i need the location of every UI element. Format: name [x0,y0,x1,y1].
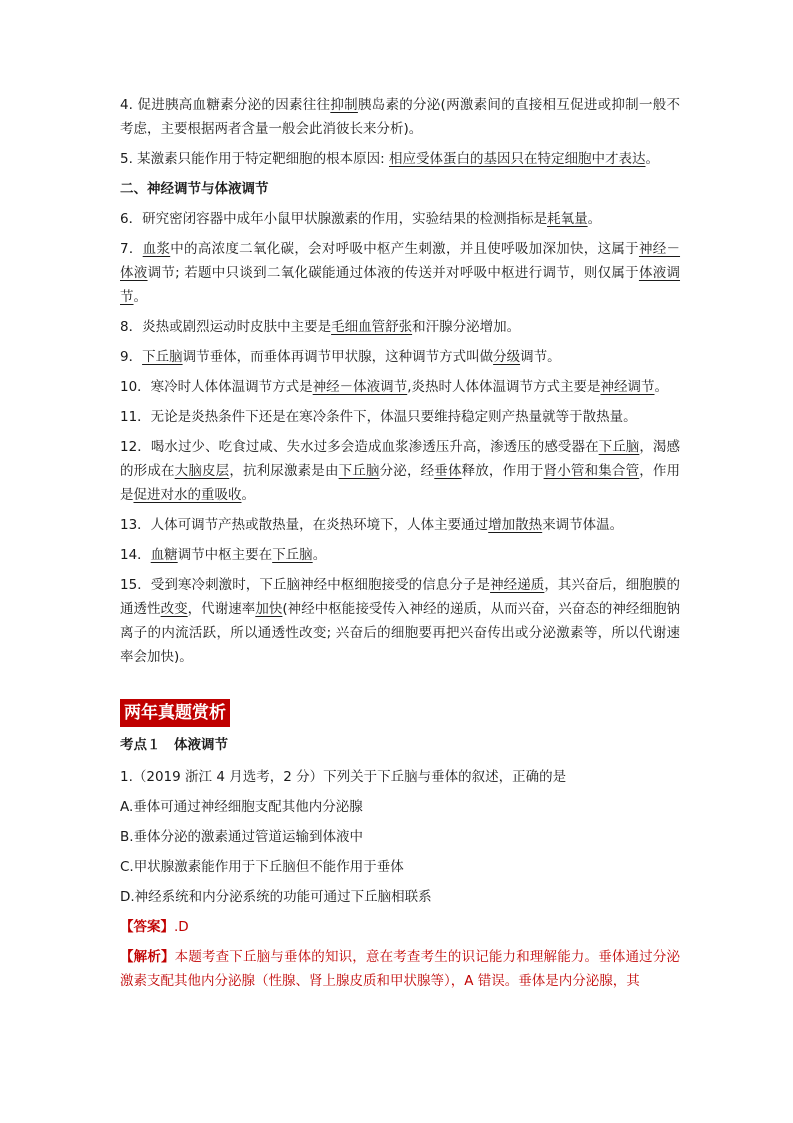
text-segment: 5. 某激素只能作用于特定靶细胞的根本原因: [120,151,390,167]
key-term: 血糖 [150,547,178,563]
key-term: 神经－体液调节 [312,379,408,395]
text-segment: 7． [120,241,143,257]
text-segment: 15．受到寒冷刺激时，下丘脑神经中枢细胞接受的信息分子是 [120,577,491,593]
key-term: 下丘脑 [142,349,183,365]
text-segment: 11．无论是炎热条件下还是在寒冷条件下，体温只要维持稳定则产热量就等于散热量。 [120,409,637,425]
key-term: 毛细血管舒张 [331,319,413,335]
text-segment: 。 [241,487,255,503]
text-segment: 。 [133,289,147,305]
key-term: 分级 [493,349,521,365]
knowledge-points-part2 [120,207,680,669]
key-term: 神经调节 [600,379,655,395]
key-term: 肾小管和集合管 [543,463,640,479]
section-banner-exam-analysis: 两年真题赏析 [120,699,230,727]
text-segment: 。 [654,379,668,395]
key-term: 相应受体蛋白的基因只在特定细胞中才表达 [389,151,646,167]
analysis-label: 【解析】 [120,949,175,965]
knowledge-point-p15 [120,573,680,669]
answer-value: .D [174,919,189,935]
text-segment: 胰岛素的分泌(两激素间的直接相互促进或抑制一般不考虑，主要根据两者含量一般会此消彼长来分析)。 [120,97,681,137]
text-segment: ，代谢速率 [187,601,256,617]
key-term: 改变 [160,601,188,617]
text-segment: 14． [120,547,151,563]
answer-label: 【答案】 [120,919,174,935]
knowledge-point-p5 [120,147,680,171]
section-heading-neural-humoral: 二、神经调节与体液调节 [120,181,269,197]
text-segment: ，作用是 [120,463,681,503]
answer-row [120,915,680,939]
text-segment: 分泌，经 [379,463,435,479]
key-term: 加快 [255,601,283,617]
text-segment: 和汗腺分泌增加。 [412,319,521,335]
knowledge-point-p4 [120,93,680,141]
knowledge-point-p9 [120,345,680,369]
text-segment: 。 [312,547,327,563]
text-segment: 4. 促进胰高血糖素分泌的因素往往 [120,97,331,113]
key-term: 耗氧量 [547,211,588,227]
knowledge-point-p11 [120,405,680,429]
text-segment: 13．人体可调节产热或散热量，在炎热环境下，人体主要通过 [120,517,489,533]
knowledge-point-p6 [120,207,680,231]
text-segment: ，其兴奋后，细胞膜的通透性 [120,577,680,617]
text-segment: ，渴感的形成在 [120,439,680,479]
text-segment: 。 [587,211,602,227]
text-segment: 9． [120,349,143,365]
knowledge-point-p14 [120,543,680,567]
knowledge-point-p13 [120,513,680,537]
topic-heading-humoral-regulation: 考点１ 体液调节 [120,737,228,753]
option-b: B.垂体分泌的激素通过管道运输到体液中 [120,829,364,845]
text-segment: ，抗利尿激素是由 [229,463,339,479]
analysis-text: 本题考查下丘脑与垂体的知识，意在考查考生的识记能力和理解能力。垂体通过分泌激素支配其他内分泌腺（性腺、肾上腺皮质和甲状腺等），A 错误。垂体是内分泌腺，其 [120,949,681,989]
text-segment: 调节。 [520,349,561,365]
knowledge-point-p12 [120,435,680,507]
key-term: 促进对水的重吸收 [133,487,242,503]
text-segment: 12．喝水过少、吃食过咸、失水过多会造成血浆渗透压升高，渗透压的感受器在 [120,439,599,455]
option-c: C.甲状腺激素能作用于下丘脑但不能作用于垂体 [120,859,404,875]
text-segment: 调节垂体，而垂体再调节甲状腺，这种调节方式叫做 [182,349,494,365]
key-term: 体液调节 [120,265,681,305]
question-stem: 1.（2019 浙江 4 月选考，2 分）下列关于下丘脑与垂体的叙述，正确的是 [120,769,567,785]
knowledge-point-p7 [120,237,680,309]
option-a: A.垂体可通过神经细胞支配其他内分泌腺 [120,799,363,815]
text-segment: 中的高浓度二氧化碳，会对呼吸中枢产生刺激，并且使呼吸加深加快，这属于 [170,241,639,257]
text-segment: 8．炎热或剧烈运动时皮肤中主要是 [120,319,332,335]
text-segment: 释放，作用于 [461,463,544,479]
key-term: 大脑皮层 [174,463,230,479]
option-d: D.神经系统和内分泌系统的功能可通过下丘脑相联系 [120,889,432,905]
key-term: 下丘脑 [338,463,380,479]
key-term: 血浆 [142,241,171,257]
text-segment: (神经中枢能接受传入神经的递质，从而兴奋，兴奋态的神经细胞钠离子的内流活跃，所以通透性改变; 兴奋后的细胞要再把兴奋传出或分泌激素等，所以代谢速率会加快)。 [120,601,681,665]
key-term: 抑制 [330,97,358,113]
text-segment: 来调节体温。 [542,517,624,533]
key-term: 垂体 [434,463,462,479]
key-term: 神经－体液 [120,241,681,281]
text-segment: 调节; 若题中只谈到二氧化碳能通过体液的传送并对呼吸中枢进行调节，则仅属于 [147,265,639,281]
document-content [120,93,680,993]
knowledge-points-part1 [120,93,680,171]
knowledge-point-p10 [120,375,680,399]
text-segment: 调节中枢主要在 [177,547,273,563]
key-term: 增加散热 [488,517,543,533]
key-term: 神经递质 [490,577,545,593]
text-segment: ,炎热时人体体温调节方式主要是 [407,379,601,395]
key-term: 下丘脑 [598,439,640,455]
text-segment: 6．研究密闭容器中成年小鼠甲状腺激素的作用，实验结果的检测指标是 [120,211,548,227]
analysis-paragraph [120,945,680,993]
knowledge-point-p8 [120,315,680,339]
text-segment: 。 [645,151,660,167]
text-segment: 10．寒冷时人体体温调节方式是 [120,379,313,395]
key-term: 下丘脑 [272,547,313,563]
